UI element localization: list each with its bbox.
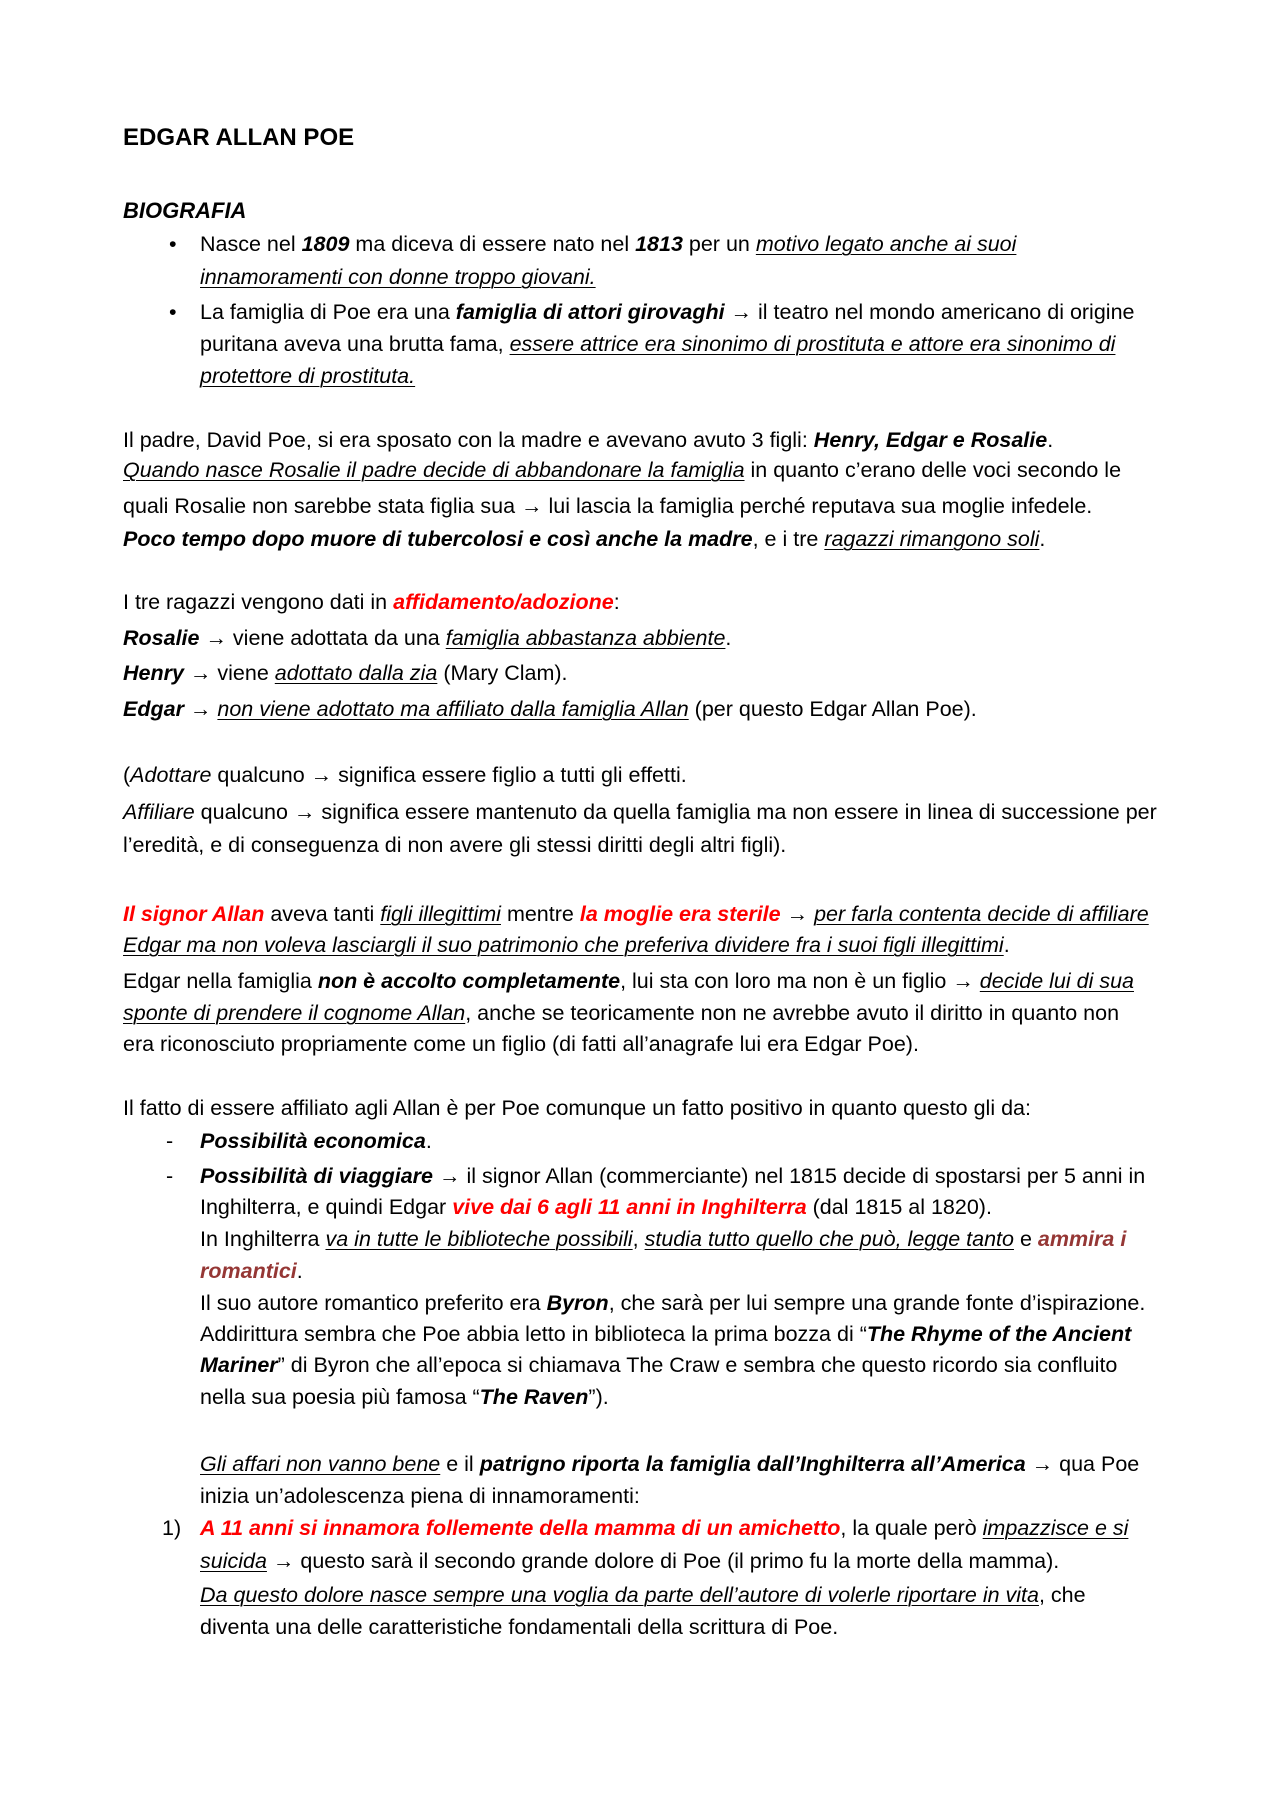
paragraph-text: → bbox=[780, 902, 815, 926]
text-line bbox=[123, 900, 1149, 928]
underlined-phrase: figli illegittimi bbox=[380, 902, 501, 926]
paragraph-text: mentre bbox=[500, 902, 580, 926]
text-line bbox=[200, 1127, 432, 1155]
underlined-phrase: va in tutte le biblioteche possibili bbox=[325, 1227, 633, 1251]
list-number: 1) bbox=[162, 1516, 182, 1540]
red-highlight: Il signor Allan bbox=[123, 902, 265, 926]
text-line bbox=[123, 456, 1121, 484]
bold-emphasis: Mariner bbox=[200, 1353, 278, 1377]
bold-emphasis: Byron bbox=[546, 1291, 609, 1315]
paragraph-text: : bbox=[613, 590, 620, 614]
text-line bbox=[123, 798, 1157, 826]
paragraph-text: La famiglia di Poe era una bbox=[200, 300, 456, 324]
red-highlight: affidamento/adozione bbox=[393, 590, 614, 614]
paragraph-text: ma diceva di essere nato nel bbox=[349, 232, 636, 256]
text-line bbox=[123, 1030, 919, 1058]
paragraph-text: Nasce nel bbox=[200, 232, 302, 256]
underlined-phrase: studia tutto quello che può, legge tanto bbox=[644, 1227, 1014, 1251]
bold-emphasis: famiglia di attori girovaghi bbox=[455, 300, 725, 324]
bold-emphasis: Poco tempo dopo muore di tubercolosi e così anche la madre bbox=[123, 527, 753, 551]
paragraph-text: qualcuno → significa essere figlio a tutti gli effetti. bbox=[211, 763, 687, 787]
text-line bbox=[200, 230, 1016, 258]
text-line bbox=[200, 1547, 1059, 1575]
text-line bbox=[123, 695, 977, 723]
paragraph-text: → il signor Allan (commerciante) nel 1815 decide di spostarsi per 5 anni in bbox=[433, 1164, 1146, 1188]
text-line bbox=[200, 1514, 1128, 1542]
text-line bbox=[200, 1581, 1086, 1609]
paragraph-text: . bbox=[425, 1129, 432, 1153]
underlined-phrase: sponte di prendere il cognome Allan bbox=[123, 1001, 466, 1025]
text-line bbox=[123, 761, 687, 789]
paragraph-text: . bbox=[1003, 933, 1010, 957]
text-line bbox=[200, 330, 1115, 358]
paragraph-text: → qua Poe bbox=[1025, 1452, 1140, 1476]
paragraph-text: per un bbox=[682, 232, 756, 256]
dash-marker: - bbox=[166, 1129, 174, 1153]
paragraph-text: puritana aveva una brutta fama, bbox=[200, 332, 510, 356]
bold-emphasis: 1813 bbox=[635, 232, 683, 256]
underlined-phrase: ragazzi rimangono soli bbox=[824, 527, 1040, 551]
paragraph-text: e il bbox=[440, 1452, 480, 1476]
bold-emphasis: Henry bbox=[123, 661, 184, 685]
text-line bbox=[200, 1162, 1145, 1190]
paragraph-text: (per questo Edgar Allan Poe). bbox=[688, 697, 977, 721]
paragraph-text: era riconosciuto propriamente come un figlio (di fatti all’anagrafe lui era Edgar Poe). bbox=[123, 1032, 919, 1056]
bold-emphasis: The Raven bbox=[479, 1385, 589, 1409]
text-line bbox=[200, 1320, 1131, 1348]
underlined-phrase: essere attrice era sinonimo di prostituta e attore era sinonimo di bbox=[509, 332, 1116, 356]
document-title: EDGAR ALLAN POE bbox=[123, 124, 355, 151]
paragraph-text: Edgar nella famiglia bbox=[123, 969, 318, 993]
dark-red-highlight: romantici bbox=[200, 1259, 297, 1283]
text-line bbox=[123, 999, 1119, 1027]
paragraph-text: (dal 1815 al 1820). bbox=[806, 1195, 992, 1219]
paragraph-text: nella sua poesia più famosa “ bbox=[200, 1385, 480, 1409]
bullet-marker: • bbox=[169, 232, 177, 256]
paragraph-text: . bbox=[1047, 428, 1054, 452]
paragraph-text: I tre ragazzi vengono dati in bbox=[123, 590, 394, 614]
text-line bbox=[200, 1383, 609, 1411]
paragraph-text: → il teatro nel mondo americano di origine bbox=[724, 300, 1135, 324]
bold-emphasis: 1809 bbox=[301, 232, 350, 256]
paragraph-text: . bbox=[296, 1259, 303, 1283]
text-line bbox=[200, 1482, 640, 1510]
underlined-phrase: per farla contenta decide di affiliare bbox=[814, 902, 1149, 926]
text-line bbox=[200, 1193, 992, 1221]
bold-emphasis: non è accolto completamente bbox=[317, 969, 621, 993]
text-line bbox=[200, 1225, 1126, 1253]
text-line bbox=[123, 967, 1134, 995]
paragraph-text: aveva tanti bbox=[264, 902, 381, 926]
paragraph-text: → questo sarà il secondo grande dolore di Poe (il primo fu la morte della mamma). bbox=[266, 1549, 1060, 1573]
underlined-phrase: famiglia abbastanza abbiente bbox=[445, 626, 726, 650]
paragraph-text: → viene adottata da una bbox=[199, 626, 446, 650]
paragraph-text: , che bbox=[1038, 1583, 1086, 1607]
paragraph-text: quali Rosalie non sarebbe stata figlia sua → lui lascia la famiglia perché reputava sua moglie infedele. bbox=[123, 494, 1093, 518]
paragraph-text: l’eredità, e di conseguenza di non avere gli stessi diritti degli altri figli). bbox=[123, 833, 787, 857]
bold-emphasis: Henry, Edgar e Rosalie bbox=[813, 428, 1048, 452]
paragraph-text: In Inghilterra bbox=[200, 1227, 326, 1251]
underlined-phrase: adottato dalla zia bbox=[274, 661, 438, 685]
paragraph-text: , la quale però bbox=[840, 1516, 983, 1540]
text-line bbox=[123, 492, 1092, 520]
text-line bbox=[123, 1094, 1031, 1122]
paragraph-text: Il padre, David Poe, si era sposato con la madre e avevano avuto 3 figli: bbox=[123, 428, 814, 452]
bold-emphasis: Possibilità di viaggiare bbox=[200, 1164, 433, 1188]
underlined-phrase: innamoramenti con donne troppo giovani. bbox=[200, 265, 596, 289]
bold-emphasis: Rosalie bbox=[123, 626, 200, 650]
text-line bbox=[123, 426, 1053, 454]
text-line bbox=[200, 298, 1135, 326]
text-line bbox=[200, 1257, 303, 1285]
paragraph-text: Il suo autore romantico preferito era bbox=[200, 1291, 547, 1315]
underlined-phrase: non viene adottato ma affiliato dalla famiglia Allan bbox=[217, 697, 689, 721]
paragraph-text: → viene bbox=[183, 661, 275, 685]
underlined-phrase: Edgar ma non voleva lasciargli il suo patrimonio che preferiva dividere fra i suoi figli illegittimi bbox=[123, 933, 1004, 957]
paragraph-text: ”). bbox=[588, 1385, 609, 1409]
bold-emphasis: Possibilità economica bbox=[200, 1129, 426, 1153]
bullet-marker: • bbox=[169, 300, 177, 324]
section-heading: BIOGRAFIA bbox=[123, 198, 247, 223]
text-line bbox=[200, 362, 415, 390]
italic-term: Affiliare bbox=[123, 800, 195, 824]
text-line bbox=[123, 931, 1010, 959]
red-highlight: la moglie era sterile bbox=[579, 902, 781, 926]
bold-emphasis: Edgar bbox=[123, 697, 184, 721]
paragraph-text: ( bbox=[123, 763, 131, 787]
bold-emphasis: patrigno riporta la famiglia dall’Inghilterra all’America bbox=[479, 1452, 1026, 1476]
paragraph-text: . bbox=[725, 626, 732, 650]
paragraph-text: ” di Byron che all’epoca si chiamava The Craw e sembra che questo ricordo sia confluito bbox=[277, 1353, 1118, 1377]
paragraph-text: in quanto c’erano delle voci secondo le bbox=[744, 458, 1122, 482]
paragraph-text: Il fatto di essere affiliato agli Allan è per Poe comunque un fatto positivo in quanto questo gli da: bbox=[123, 1096, 1031, 1120]
italic-term: Adottare bbox=[130, 763, 212, 787]
underlined-phrase: impazzisce e si bbox=[982, 1516, 1129, 1540]
text-line bbox=[200, 1613, 838, 1641]
paragraph-text: Addirittura sembra che Poe abbia letto in biblioteca la prima bozza di “ bbox=[200, 1322, 867, 1346]
paragraph-text: diventa una delle caratteristiche fondamentali della scrittura di Poe. bbox=[200, 1615, 839, 1639]
text-line bbox=[200, 1351, 1117, 1379]
red-highlight: vive dai 6 agli 11 anni in Inghilterra bbox=[452, 1195, 807, 1219]
underlined-phrase: Gli affari non vanno bene bbox=[200, 1452, 441, 1476]
paragraph-text: (Mary Clam). bbox=[437, 661, 568, 685]
dark-red-highlight: ammira i bbox=[1037, 1227, 1127, 1251]
paragraph-text: . bbox=[1039, 527, 1046, 551]
underlined-phrase: protettore di prostituta. bbox=[200, 364, 416, 388]
paragraph-text: qualcuno → significa essere mantenuto da quella famiglia ma non essere in linea di successione per bbox=[194, 800, 1157, 824]
paragraph-text: → bbox=[183, 697, 218, 721]
text-line bbox=[123, 659, 568, 687]
underlined-phrase: Quando nasce Rosalie il padre decide di abbandonare la famiglia bbox=[123, 458, 745, 482]
paragraph-text: , bbox=[632, 1227, 645, 1251]
text-line bbox=[200, 1289, 1145, 1317]
text-line bbox=[123, 831, 786, 859]
text-line bbox=[123, 624, 731, 652]
underlined-phrase: decide lui di sua bbox=[979, 969, 1134, 993]
underlined-phrase: suicida bbox=[200, 1549, 267, 1573]
paragraph-text: Inghilterra, e quindi Edgar bbox=[200, 1195, 453, 1219]
paragraph-text: , anche se teoricamente non ne avrebbe avuto il diritto in quanto non bbox=[465, 1001, 1120, 1025]
text-line bbox=[123, 525, 1045, 553]
dash-marker: - bbox=[166, 1164, 174, 1188]
bold-emphasis: The Rhyme of the Ancient bbox=[866, 1322, 1132, 1346]
underlined-phrase: Da questo dolore nasce sempre una voglia da parte dell’autore di volerle riportare in vita bbox=[200, 1583, 1039, 1607]
underlined-phrase: motivo legato anche ai suoi bbox=[755, 232, 1017, 256]
paragraph-text: , che sarà per lui sempre una grande fonte d’ispirazione. bbox=[608, 1291, 1146, 1315]
paragraph-text: , e i tre bbox=[752, 527, 825, 551]
paragraph-text: inizia un’adolescenza piena di innamoramenti: bbox=[200, 1484, 640, 1508]
text-line bbox=[123, 588, 620, 616]
paragraph-text: e bbox=[1013, 1227, 1038, 1251]
red-highlight: A 11 anni si innamora follemente della mamma di un amichetto bbox=[200, 1516, 841, 1540]
paragraph-text: , lui sta con loro ma non è un figlio → bbox=[620, 969, 980, 993]
text-line bbox=[200, 263, 596, 291]
text-line bbox=[200, 1450, 1139, 1478]
